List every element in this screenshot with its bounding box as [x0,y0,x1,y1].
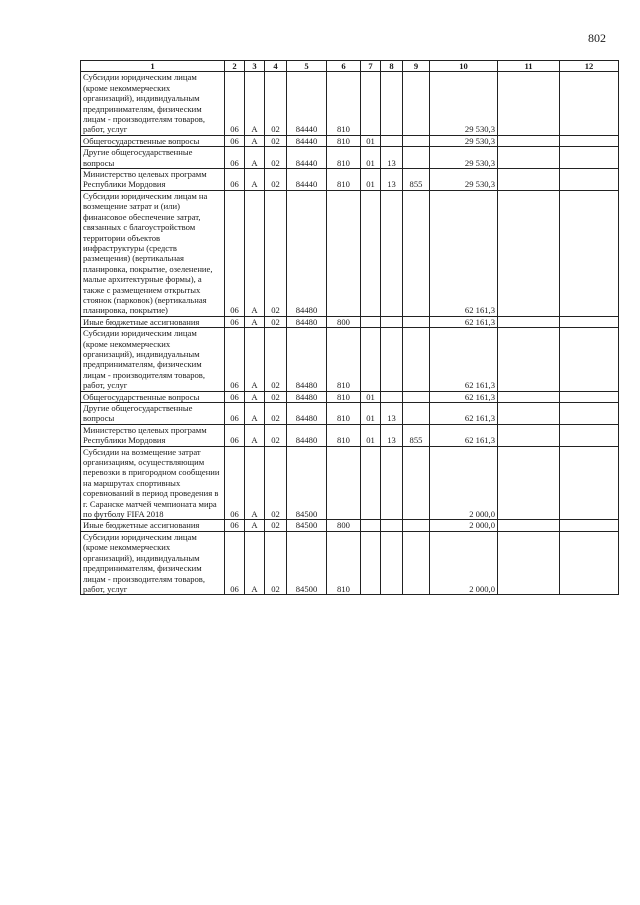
cell-subprogram: 02 [265,147,287,169]
row-name: Общегосударственные вопросы [81,135,225,146]
cell-program: А [245,147,265,169]
cell-subdivision: 13 [381,424,403,446]
cell-section: 06 [225,531,245,594]
row-name: Другие общегосударственные вопросы [81,403,225,425]
table-row [81,424,619,446]
cell-division: 01 [361,391,381,402]
cell-division: 01 [361,424,381,446]
cell-amount: 62 161,3 [430,391,498,402]
table-row [81,147,619,169]
header-cell: 3 [245,61,265,72]
cell-subprogram: 02 [265,316,287,327]
table-header-row [81,61,619,72]
cell-amount: 62 161,3 [430,190,498,316]
cell-expense-type: 810 [327,169,361,191]
cell-expense-type: 800 [327,520,361,531]
cell-program: А [245,316,265,327]
cell-subdivision: 13 [381,403,403,425]
header-cell: 1 [81,61,225,72]
row-name: Иные бюджетные ассигнования [81,520,225,531]
row-name: Субсидии юридическим лицам на возмещение затрат и (или) финансовое обеспечение затрат, связанных с благоустройством территории объектов инфраструктуры (средств размещения) (вертикальная планировка, покрытие, озеленение, малые архитектурные формы), а также с размещением открытых стоянок (парковок) (вертикальная планировка, покрытие) [81,190,225,316]
cell-ministry [403,391,430,402]
page-number: 802 [588,31,606,45]
cell-expense-type: 810 [327,391,361,402]
table-row [81,446,619,520]
cell-direction: 84440 [287,169,327,191]
cell-subprogram: 02 [265,72,287,135]
table-row [81,135,619,146]
row-name: Субсидии юридическим лицам (кроме некоммерческих организаций), индивидуальным предпринимателям, физическим лицам - производителям товаров, работ, услуг [81,531,225,594]
cell-amount: 29 530,3 [430,72,498,135]
cell-program: А [245,403,265,425]
cell-direction: 84480 [287,424,327,446]
cell-program: А [245,520,265,531]
cell-section: 06 [225,328,245,391]
cell-direction: 84500 [287,520,327,531]
cell-amount: 29 530,3 [430,135,498,146]
header-cell: 8 [381,61,403,72]
table-row [81,72,619,135]
cell-col12 [560,169,619,191]
cell-division [361,190,381,316]
cell-subprogram: 02 [265,135,287,146]
cell-expense-type: 810 [327,424,361,446]
cell-col12 [560,446,619,520]
cell-section: 06 [225,72,245,135]
cell-amount: 2 000,0 [430,531,498,594]
header-cell: 11 [498,61,560,72]
cell-expense-type: 810 [327,135,361,146]
cell-ministry [403,135,430,146]
cell-col11 [498,446,560,520]
cell-division: 01 [361,169,381,191]
cell-program: А [245,446,265,520]
cell-amount: 2 000,0 [430,446,498,520]
cell-section: 06 [225,403,245,425]
cell-col11 [498,424,560,446]
header-cell: 9 [403,61,430,72]
cell-subprogram: 02 [265,424,287,446]
cell-col11 [498,520,560,531]
cell-subdivision: 13 [381,147,403,169]
header-cell: 2 [225,61,245,72]
cell-expense-type: 810 [327,72,361,135]
cell-direction: 84440 [287,72,327,135]
cell-subprogram: 02 [265,391,287,402]
cell-section: 06 [225,169,245,191]
cell-direction: 84480 [287,328,327,391]
cell-amount: 62 161,3 [430,403,498,425]
cell-expense-type: 810 [327,328,361,391]
cell-subdivision [381,72,403,135]
cell-subdivision [381,190,403,316]
cell-subprogram: 02 [265,190,287,316]
cell-subdivision: 13 [381,169,403,191]
cell-subprogram: 02 [265,446,287,520]
cell-amount: 62 161,3 [430,316,498,327]
cell-amount: 2 000,0 [430,520,498,531]
cell-col12 [560,424,619,446]
table-row [81,316,619,327]
cell-section: 06 [225,424,245,446]
cell-ministry: 855 [403,424,430,446]
cell-program: А [245,169,265,191]
cell-col12 [560,328,619,391]
cell-col12 [560,135,619,146]
cell-section: 06 [225,391,245,402]
row-name: Иные бюджетные ассигнования [81,316,225,327]
cell-amount: 29 530,3 [430,169,498,191]
cell-col11 [498,147,560,169]
cell-amount: 29 530,3 [430,147,498,169]
cell-section: 06 [225,520,245,531]
cell-program: А [245,190,265,316]
cell-subdivision [381,391,403,402]
cell-ministry [403,72,430,135]
cell-col11 [498,169,560,191]
cell-col12 [560,190,619,316]
cell-program: А [245,531,265,594]
cell-amount: 62 161,3 [430,328,498,391]
cell-col11 [498,135,560,146]
table-row [81,328,619,391]
cell-direction: 84440 [287,135,327,146]
header-cell: 5 [287,61,327,72]
table-body [81,72,619,595]
cell-subprogram: 02 [265,531,287,594]
cell-col12 [560,520,619,531]
cell-subdivision [381,135,403,146]
header-cell: 4 [265,61,287,72]
cell-ministry [403,147,430,169]
row-name: Субсидии на возмещение затрат организациям, осуществляющим перевозки в пригородном сообщении на маршрутах спортивных соревнований в период проведения в г. Саранске матчей чемпионата мира по футболу FIFA 2018 [81,446,225,520]
cell-direction: 84480 [287,391,327,402]
row-name: Министерство целевых программ Республики Мордовия [81,169,225,191]
cell-direction: 84500 [287,531,327,594]
header-cell: 7 [361,61,381,72]
cell-expense-type: 810 [327,403,361,425]
cell-ministry [403,316,430,327]
table-row [81,169,619,191]
cell-amount: 62 161,3 [430,424,498,446]
cell-program: А [245,72,265,135]
cell-col11 [498,531,560,594]
cell-direction: 84500 [287,446,327,520]
cell-division [361,520,381,531]
budget-table [80,60,619,595]
cell-program: А [245,135,265,146]
cell-division [361,531,381,594]
cell-section: 06 [225,190,245,316]
cell-col12 [560,72,619,135]
cell-division [361,446,381,520]
cell-direction: 84440 [287,147,327,169]
cell-ministry: 855 [403,169,430,191]
cell-col12 [560,531,619,594]
row-name: Субсидии юридическим лицам (кроме некоммерческих организаций), индивидуальным предпринимателям, физическим лицам - производителям товаров, работ, услуг [81,328,225,391]
cell-col11 [498,190,560,316]
row-name: Другие общегосударственные вопросы [81,147,225,169]
cell-subdivision [381,328,403,391]
cell-division: 01 [361,147,381,169]
cell-division: 01 [361,135,381,146]
cell-col12 [560,316,619,327]
cell-direction: 84480 [287,403,327,425]
cell-expense-type: 810 [327,147,361,169]
cell-direction: 84480 [287,190,327,316]
cell-subdivision [381,531,403,594]
cell-col11 [498,403,560,425]
table-row [81,403,619,425]
cell-subdivision [381,316,403,327]
cell-direction: 84480 [287,316,327,327]
table-row [81,391,619,402]
cell-ministry [403,520,430,531]
cell-expense-type [327,190,361,316]
cell-ministry [403,328,430,391]
header-cell: 6 [327,61,361,72]
cell-division [361,316,381,327]
header-cell: 12 [560,61,619,72]
table-row [81,520,619,531]
cell-ministry [403,446,430,520]
row-name: Министерство целевых программ Республики Мордовия [81,424,225,446]
cell-section: 06 [225,147,245,169]
cell-expense-type: 810 [327,531,361,594]
table-row [81,190,619,316]
cell-col11 [498,391,560,402]
cell-program: А [245,391,265,402]
cell-subprogram: 02 [265,328,287,391]
cell-ministry [403,403,430,425]
cell-col11 [498,328,560,391]
cell-division: 01 [361,403,381,425]
cell-program: А [245,328,265,391]
cell-col12 [560,147,619,169]
cell-col11 [498,72,560,135]
cell-section: 06 [225,135,245,146]
cell-subdivision [381,446,403,520]
cell-col11 [498,316,560,327]
row-name: Субсидии юридическим лицам (кроме некоммерческих организаций), индивидуальным предпринимателям, физическим лицам - производителям товаров, работ, услуг [81,72,225,135]
cell-division [361,72,381,135]
header-cell: 10 [430,61,498,72]
cell-expense-type: 800 [327,316,361,327]
cell-division [361,328,381,391]
cell-section: 06 [225,316,245,327]
cell-col12 [560,403,619,425]
cell-program: А [245,424,265,446]
row-name: Общегосударственные вопросы [81,391,225,402]
cell-expense-type [327,446,361,520]
table-row [81,531,619,594]
cell-subprogram: 02 [265,169,287,191]
cell-ministry [403,531,430,594]
cell-subprogram: 02 [265,403,287,425]
cell-col12 [560,391,619,402]
cell-subdivision [381,520,403,531]
cell-section: 06 [225,446,245,520]
cell-ministry [403,190,430,316]
cell-subprogram: 02 [265,520,287,531]
